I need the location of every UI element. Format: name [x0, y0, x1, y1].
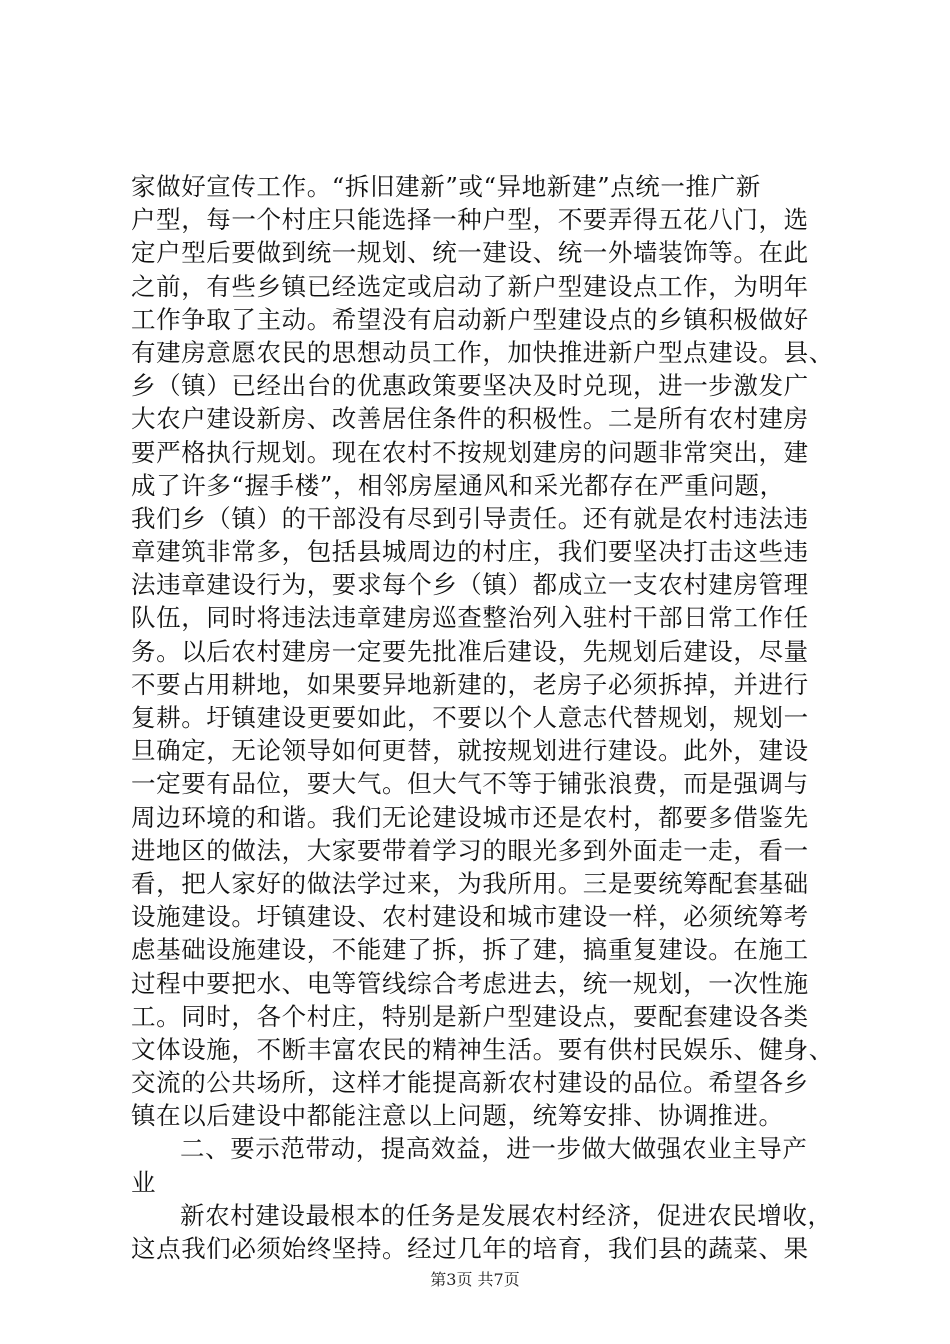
text-line: 镇在以后建设中都能注意以上问题，统筹安排、协调推进。	[131, 1101, 784, 1131]
text-line: 周边环境的和谐。我们无论建设城市还是农村，都要多借鉴先	[131, 802, 809, 832]
text-line: 进地区的做法，大家要带着学习的眼光多到外面走一走，看一	[131, 835, 809, 865]
text-line: 工。同时，各个村庄，特别是新户型建设点，要配套建设各类	[131, 1001, 809, 1031]
section-heading-continuation: 业	[131, 1167, 157, 1197]
text-line: 有建房意愿农民的思想动员工作，加快推进新户型点建设。县、	[131, 337, 834, 367]
text-line: 看，把人家好的做法学过来，为我所用。三是要统筹配套基础	[131, 868, 809, 898]
text-line: 设施建设。圩镇建设、农村建设和城市建设一样，必须统筹考	[131, 902, 809, 932]
text-line: 大农户建设新房、改善居住条件的积极性。二是所有农村建房	[131, 404, 809, 434]
text-line: 文体设施，不断丰富农民的精神生活。要有供村民娱乐、健身、	[131, 1034, 834, 1064]
text-line: 工作争取了主动。希望没有启动新户型建设点的乡镇积极做好	[131, 304, 809, 334]
text-line: 旦确定，无论领导如何更替，就按规划进行建设。此外，建设	[131, 736, 809, 766]
text-line: 法违章建设行为，要求每个乡（镇）都成立一支农村建房管理	[131, 570, 809, 600]
text-line: 家做好宣传工作。“拆旧建新”或“异地新建”点统一推广新	[131, 172, 761, 201]
text-line: 队伍，同时将违法违章建房巡查整治列入驻村干部日常工作任	[131, 603, 809, 633]
text-line: 之前，有些乡镇已经选定或启动了新户型建设点工作，为明年	[131, 271, 809, 301]
text-line: 定户型后要做到统一规划、统一建设、统一外墙装饰等。在此	[131, 238, 809, 268]
text-line: 过程中要把水、电等管线综合考虑进去，统一规划，一次性施	[131, 968, 809, 998]
text-line: 我们乡（镇）的干部没有尽到引导责任。还有就是农村违法违	[131, 503, 809, 533]
text-line: 务。以后农村建房一定要先批准后建设，先规划后建设，尽量	[131, 636, 809, 666]
text-line: 户型，每一个村庄只能选择一种户型，不要弄得五花八门，选	[131, 205, 809, 235]
text-line: 要严格执行规划。现在农村不按规划建房的问题非常突出，建	[131, 437, 809, 467]
text-line: 虑基础设施建设，不能建了拆，拆了建，搞重复建设。在施工	[131, 935, 809, 965]
text-line: 复耕。圩镇建设更要如此，不要以个人意志代替规划，规划一	[131, 703, 809, 732]
text-line: 乡（镇）已经出台的优惠政策要坚决及时兑现，进一步激发广	[131, 371, 809, 401]
section-heading: 二、要示范带动，提高效益，进一步做大做强农业主导产	[180, 1134, 808, 1164]
text-line: 成了许多“握手楼”，相邻房屋通风和采光都存在严重问题，	[131, 470, 785, 500]
body-text	[131, 170, 834, 1265]
text-line: 一定要有品位，要大气。但大气不等于铺张浪费，而是强调与	[131, 769, 809, 799]
text-line: 这点我们必须始终坚持。经过几年的培育，我们县的蔬菜、果	[131, 1234, 809, 1263]
paragraph-start: 新农村建设最根本的任务是发展农村经济，促进农民增收，	[180, 1200, 833, 1230]
page-number: 第3页 共7页	[430, 1270, 520, 1289]
text-line: 章建筑非常多，包括县城周边的村庄，我们要坚决打击这些违	[131, 537, 809, 567]
text-line: 不要占用耕地，如果要异地新建的，老房子必须拆掉，并进行	[131, 669, 809, 699]
text-line: 交流的公共场所，这样才能提高新农村建设的品位。希望各乡	[131, 1068, 809, 1098]
